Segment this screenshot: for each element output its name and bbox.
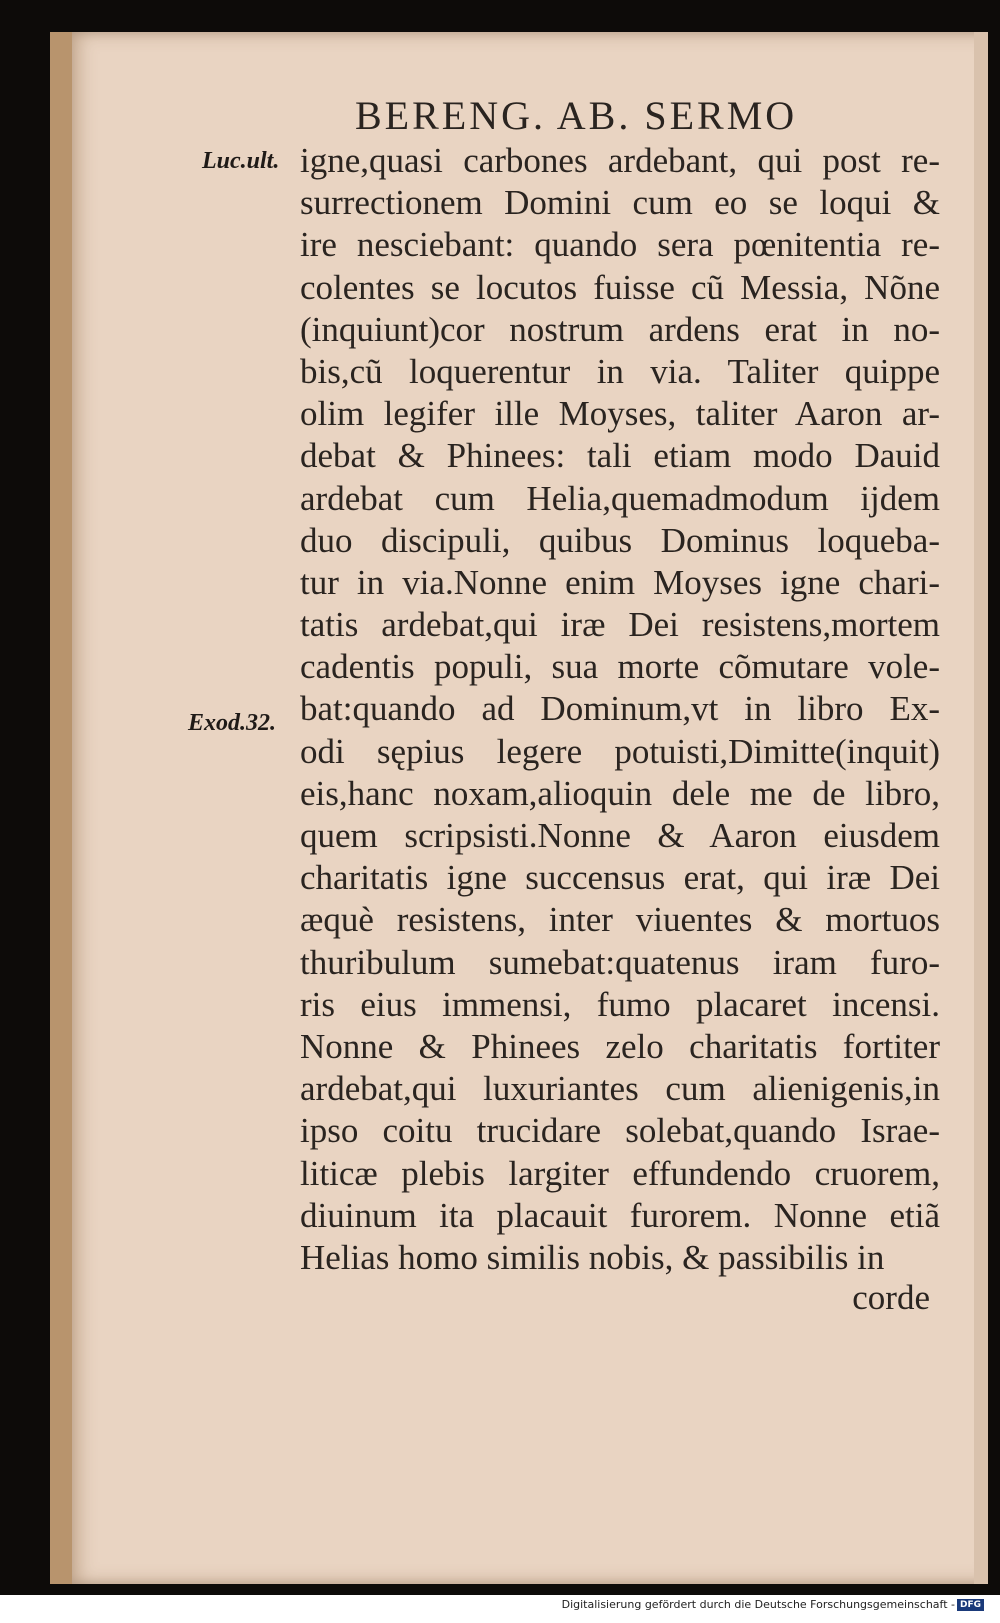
digitization-credit bbox=[562, 1598, 984, 1611]
text-line: Nonne & Phinees zelo charitatis fortiter bbox=[300, 1026, 940, 1066]
text-line: quem scripsisti.Nonne & Aaron eiusdem bbox=[300, 816, 940, 855]
page-body-text bbox=[300, 140, 940, 1279]
text-line: ardebat,qui luxuriantes cum alienigenis,in bbox=[300, 1069, 940, 1109]
text-line: bat:quando ad Dominum,vt in libro Ex- bbox=[300, 689, 940, 729]
text-line: odi sępius legere potuisti,Dimitte(inquit) bbox=[300, 731, 940, 771]
text-line: (inquiunt)cor nostrum ardens erat in no- bbox=[300, 309, 940, 349]
text-line: Helias homo similis nobis, & passibilis in bbox=[300, 1237, 885, 1277]
credit-text: Digitalisierung gefördert durch die Deutsche Forschungsgemeinschaft - bbox=[561, 1598, 955, 1611]
text-line: thuribulum sumebat:quatenus iram furo- bbox=[300, 942, 940, 982]
text-line: ipso coitu trucidare solebat,quando Israe- bbox=[300, 1111, 940, 1151]
text-line: surrectionem Domini cum eo se loqui & bbox=[300, 183, 940, 223]
text-line: debat & Phinees: tali etiam modo Dauid bbox=[300, 436, 940, 476]
text-line: tatis ardebat,qui iræ Dei resistens,mortem bbox=[300, 605, 940, 645]
dfg-logo: DFG bbox=[957, 1599, 984, 1611]
catchword: corde bbox=[852, 1278, 930, 1317]
margin-note-exodus: Exod.32. bbox=[188, 710, 277, 736]
text-line: liticæ plebis largiter effundendo cruorem, bbox=[300, 1153, 940, 1193]
text-line: ris eius immensi, fumo placaret incensi. bbox=[300, 984, 940, 1024]
text-line: igne,quasi carbones ardebant, qui post re- bbox=[300, 141, 940, 180]
text-line: charitatis igne succensus erat, qui iræ Dei bbox=[300, 858, 940, 898]
text-line: ire nesciebant: quando sera pœnitentia re- bbox=[300, 225, 940, 265]
text-line: diuinum ita placauit furorem. Nonne etiã bbox=[300, 1195, 940, 1235]
text-line: cadentis populi, sua morte cõmutare vole- bbox=[300, 647, 940, 687]
text-line: æquè resistens, inter viuentes & mortuos bbox=[300, 900, 940, 940]
text-line: olim legifer ille Moyses, taliter Aaron ar- bbox=[300, 394, 940, 434]
margin-note-luke: Luc.ult. bbox=[202, 148, 280, 174]
text-line: ardebat cum Helia,quemadmodum ijdem bbox=[300, 478, 940, 518]
text-line: tur in via.Nonne enim Moyses igne chari- bbox=[300, 562, 940, 602]
running-title: BERENG. AB. SERMO bbox=[355, 93, 798, 138]
text-line: bis,cũ loquerentur in via. Taliter quippe bbox=[300, 351, 940, 391]
text-line: eis,hanc noxam,alioquin dele me de libro, bbox=[300, 773, 940, 813]
text-line: colentes se locutos fuisse cũ Messia, Nõne bbox=[300, 267, 940, 307]
text-line: duo discipuli, quibus Dominus loqueba- bbox=[300, 520, 940, 560]
